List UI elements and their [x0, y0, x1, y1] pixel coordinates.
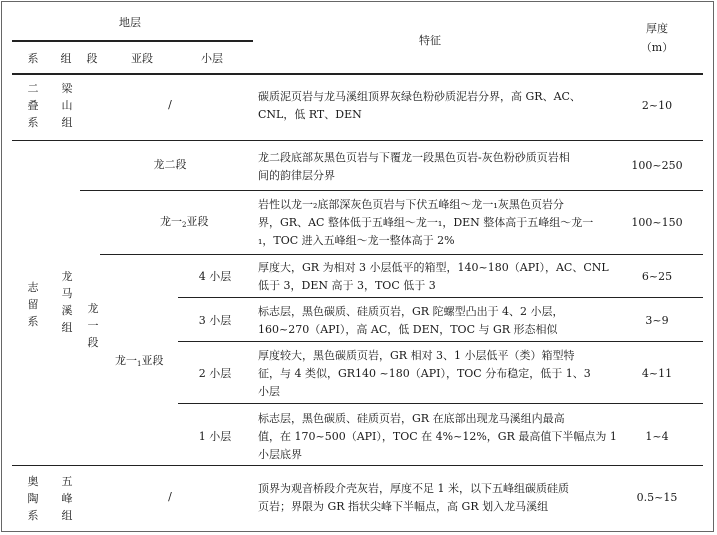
rule — [178, 297, 703, 298]
layer3-feature-line1: 标志层，黑色碳质、硅质页岩，GR 陀螺型凸出于 4、2 小层， — [258, 305, 564, 318]
long11-name — [115, 352, 163, 373]
ordovician-thickness: 0.5~15 — [636, 491, 678, 504]
layer2-thickness: 4~11 — [641, 367, 673, 380]
rule — [178, 341, 703, 342]
long2-feature-line1: 龙二段底部灰黑色页岩与下覆龙一段黑色页岩-灰色粉砂质页岩相 — [258, 151, 570, 164]
header-feature: 特征 — [419, 34, 441, 47]
long2-thickness: 100~250 — [631, 159, 683, 172]
section-long1: 龙一段 — [87, 302, 99, 349]
long12-feature-line3: ₁，TOC 进入五峰组～龙一整体高于 2% — [258, 234, 455, 247]
rule — [100, 254, 703, 255]
long11-name-prefix: 龙一 — [115, 354, 137, 367]
permian-feature-line2: CNL，低 RT、DEN — [258, 108, 362, 121]
long11-name-suffix: 亚段 — [141, 354, 164, 367]
header-subsection: 亚段 — [131, 52, 153, 65]
system-ordovician: 奥陶系 — [27, 475, 39, 522]
long12-thickness: 100~150 — [631, 216, 683, 229]
group-longmaxi: 龙马溪组 — [61, 270, 73, 334]
system-silurian: 志留系 — [27, 281, 39, 328]
header-thickness: 厚度 — [646, 22, 668, 35]
header-thickness-unit: （m） — [640, 41, 674, 54]
rule — [12, 73, 703, 75]
rule — [80, 190, 703, 191]
layer3-thickness: 3~9 — [645, 314, 669, 327]
header-system: 系 — [27, 52, 39, 65]
long12-feature-line1: 岩性以龙一₂底部深灰色页岩与下伏五峰组～龙一₁灰黑色页岩分 — [258, 198, 564, 211]
layer1-thickness: 1~4 — [645, 430, 669, 443]
permian-thickness: 2~10 — [641, 99, 673, 112]
ordovician-feature-line1: 顶界为观音桥段介壳灰岩，厚度不足 1 米，以下五峰组碳质硅质 — [258, 482, 569, 495]
layer4-name: 4 小层 — [198, 270, 232, 283]
long2-feature-line2: 间的韵律层分界 — [258, 169, 335, 182]
header-stratum: 地层 — [119, 16, 141, 29]
rule — [178, 403, 703, 404]
ordovician-feature-line2: 页岩；界限为 GR 指状尖峰下半幅点，高 GR 划入龙马溪组 — [258, 500, 549, 513]
group-wufeng: 五峰组 — [61, 475, 73, 522]
layer3-feature-line2: 160~270（API），高 AC，低 DEN，TOC 与 GR 形态相似 — [258, 323, 558, 336]
long11-name-sub: 1 — [137, 360, 142, 368]
header-sublayer: 小层 — [201, 52, 223, 65]
rule — [12, 140, 703, 141]
layer2-name: 2 小层 — [198, 367, 232, 380]
long12-name-suffix: 亚段 — [186, 215, 209, 228]
layer3-name: 3 小层 — [198, 314, 232, 327]
header-section: 段 — [86, 52, 98, 65]
header-group: 组 — [60, 52, 72, 65]
layer2-feature-line3: 小层 — [258, 385, 280, 398]
layer1-feature-line2: 值，在 170~500（API），TOC 在 4%~12%，GR 最高值下半幅点为 1 — [258, 430, 617, 443]
layer4-feature-line2: 低于 3，DEN 高于 3，TOC 低于 3 — [258, 279, 436, 292]
layer2-feature-line1: 厚度较大，黑色碳质页岩，GR 相对 3、1 小层低平（类）箱型特 — [258, 349, 575, 362]
long12-name-sub: 2 — [182, 221, 187, 229]
long12-name — [160, 213, 208, 234]
permian-slash: / — [168, 98, 172, 111]
layer4-feature-line1: 厚度大，GR 为相对 3 小层低平的箱型，140~180（API），AC、CNL — [258, 261, 609, 274]
long12-feature-line2: 界，GR、AC 整体低于五峰组～龙一₁，DEN 整体高于五峰组～龙一 — [258, 216, 594, 229]
layer1-feature-line3: 小层底界 — [258, 448, 302, 461]
permian-feature-line1: 碳质泥页岩与龙马溪组顶界灰绿色粉砂质泥岩分界，高 GR、AC、 — [258, 90, 581, 103]
long12-name-prefix: 龙一 — [160, 215, 182, 228]
layer2-feature-line2: 征，与 4 类似，GR140 ~180（API），TOC 分布稳定，低于 1、3 — [258, 367, 591, 380]
group-liangshan: 梁山组 — [61, 82, 73, 129]
ordovician-slash: / — [168, 490, 172, 503]
long2-name: 龙二段 — [153, 158, 187, 171]
layer4-thickness: 6~25 — [641, 270, 673, 283]
rule — [12, 465, 703, 466]
system-permian: 二叠系 — [27, 82, 39, 129]
layer1-feature-line1: 标志层，黑色碳质、硅质页岩，GR 在底部出现龙马溪组内最高 — [258, 412, 565, 425]
layer1-name: 1 小层 — [198, 430, 232, 443]
rule — [12, 40, 253, 42]
